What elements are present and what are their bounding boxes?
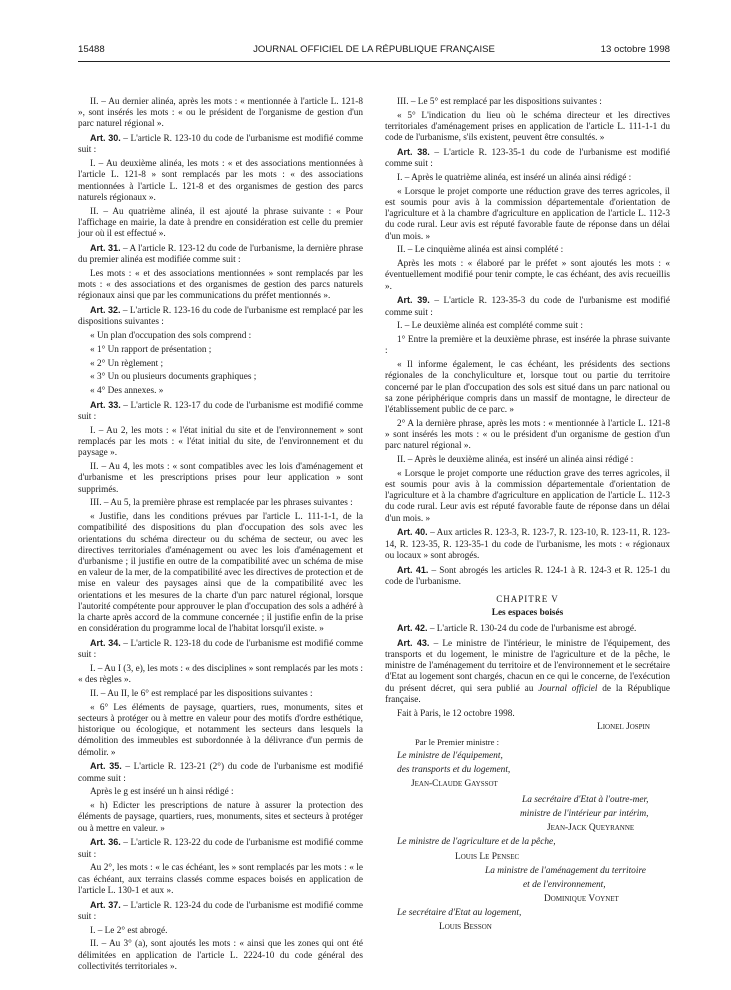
article-37: Art. 37. – L'article R. 123-24 du code de l'urbanisme est modifié comme suit : xyxy=(78,899,363,922)
paragraph: I. – Le deuxième alinéa est complété comme suit : xyxy=(397,321,583,332)
list-item: « 1° Un rapport de présentation ; xyxy=(90,344,212,355)
signatory-title: La ministre de l'aménagement du territoire xyxy=(485,865,646,876)
quoted-text: « h) Edicter les prescriptions de nature à assurer la protection des éléments de paysage, quartiers, rues, monuments, sites et secteurs à protéger ou à mettre en valeur. » xyxy=(78,801,363,834)
signature-date: Fait à Paris, le 12 octobre 1998. xyxy=(397,708,515,719)
quoted-text: « Il informe également, le cas échéant, les présidents des sections régionales de la conchyliculture et, lorsque tout ou partie du territoire concerné par le plan d'occupation des sols est situé dans un parc national ou sa zone périphérique compris dans un massif de montagne, le directeur de l'établissement public de ce parc. » xyxy=(385,360,670,416)
signatory-name: Jean-Claude Gayssot xyxy=(411,779,498,790)
signatory-title: et de l'environnement, xyxy=(523,879,606,890)
page-number: 15488 xyxy=(78,44,105,55)
article-40: Art. 40. – Aux articles R. 123-3, R. 123-7, R. 123-10, R. 123-11, R. 123-14, R. 123-35, R. 123-35-1 du code de l'urbanisme, les mots : « régionaux ou locaux » sont abrogés. xyxy=(385,527,670,561)
paragraph: I. – Au 2, les mots : « l'état initial du site et de l'environnement » sont remplacés par les mots : « l'état initial du site, de l'environnement et du paysage ». xyxy=(78,426,363,459)
signatory-title: Le ministre de l'équipement, xyxy=(397,750,503,761)
quoted-text: « 6° Les éléments de paysage, quartiers, rues, monuments, sites et secteurs à protéger ou à mettre en valeur pour des motifs d'ordre esthétique, historique ou écologique, et notamment les secteurs dans lesquels la démolition des immeubles est subordonnée à la délivrance d'un permis de démolir. » xyxy=(78,702,363,758)
journal-title: JOURNAL OFFICIEL DE LA RÉPUBLIQUE FRANÇAISE xyxy=(253,44,495,55)
paragraph: II. – Le cinquième alinéa est ainsi complété : xyxy=(397,245,564,256)
paragraph: Au 2°, les mots : « le cas échéant, les » sont remplacés par les mots : « le cas échéant, aux terrains classés comme espaces boisés en application de l'article L. 130-1 et aux ». xyxy=(78,863,363,896)
signatures xyxy=(385,722,670,934)
paragraph: I. – Au deuxième alinéa, les mots : « et des associations mentionnées à l'article L. 121-8 » sont remplacés par les mots : « des associations mentionnées à l'article L. 121-8 et des organismes de gestion des parcs naturels régionaux ». xyxy=(78,159,363,203)
article-35: Art. 35. – L'article R. 123-21 (2°) du code de l'urbanisme est modifié comme suit : xyxy=(78,761,363,784)
paragraph: III. – Le 5° est remplacé par les dispositions suivantes : xyxy=(397,97,602,107)
signature-line: Par le Premier ministre : xyxy=(415,736,500,747)
article-41: Art. 41. – Sont abrogés les articles R. 124-1 à R. 124-3 et R. 125-1 du code de l'urbanisme. xyxy=(385,564,671,587)
article-31: Art. 31. – A l'article R. 123-12 du code de l'urbanisme, la dernière phrase du premier alinéa est modifiée comme suit : xyxy=(78,242,364,266)
paragraph: I. – Après le quatrième alinéa, est inséré un alinéa ainsi rédigé : xyxy=(397,173,632,183)
article-38: Art. 38. – L'article R. 123-35-1 du code de l'urbanisme est modifié comme suit : xyxy=(385,147,671,170)
article-32: Art. 32. – L'article R. 123-16 du code de l'urbanisme est remplacé par les dispositions suivantes : xyxy=(78,305,364,328)
issue-date: 13 octobre 1998 xyxy=(600,44,670,55)
signatory-name: Lionel Jospin xyxy=(597,722,650,733)
left-column xyxy=(78,97,363,976)
list-item: « 3° Un ou plusieurs documents graphiques ; xyxy=(90,372,257,383)
paragraph: I. – Au I (3, e), les mots : « des disciplines » sont remplacés par les mots : « des règles ». xyxy=(78,664,363,686)
paragraph: II. – Au 4, les mots : « sont compatibles avec les lois d'aménagement et d'urbanisme et les prescriptions prises pour leur application » sont supprimés. xyxy=(78,462,363,495)
paragraph: II. – Au dernier alinéa, après les mots : « mentionnée à l'article L. 121-8 », sont insérés les mots : « ou le président de l'organisme de gestion d'un parc naturel régional ». xyxy=(78,97,363,130)
paragraph: III. – Au 5, la première phrase est remplacée par les phrases suivantes : xyxy=(90,498,353,509)
article-34: Art. 34. – L'article R. 123-18 du code de l'urbanisme est modifié comme suit : xyxy=(78,638,363,661)
list-item: « Un plan d'occupation des sols comprend : xyxy=(90,331,252,342)
quoted-text: « Lorsque le projet comporte une réduction grave des terres agricoles, il est soumis pour avis à la commission départementale d'orientation de l'agriculture et à la chambre d'agriculture en application de l'article L. 112-3 du code rural. Leur avis est réputé favorable faute de réponse dans un délai d'un mois. » xyxy=(385,468,670,524)
paragraph: I. – Le 2° est abrogé. xyxy=(90,925,168,936)
article-36: Art. 36. – L'article R. 123-22 du code de l'urbanisme est modifié comme suit : xyxy=(78,837,363,860)
article-39: Art. 39. – L'article R. 123-35-3 du code de l'urbanisme est modifié comme suit : xyxy=(385,295,671,318)
page-header xyxy=(78,44,670,58)
quoted-text: « Lorsque le projet comporte une réduction grave des terres agricoles, il est soumis pour avis à la commission départementale d'orientation de l'agriculture et à la chambre d'agriculture en application de l'article L. 112-3 du code rural. Leur avis est réputé favorable faute de réponse dans un délai d'un mois. » xyxy=(385,186,670,242)
right-column xyxy=(385,97,670,937)
paragraph: Après les mots : « élaboré par le préfet » sont ajoutés les mots : « éventuellement modifié pour tenir compte, le cas échéant, des avis recueillis ». xyxy=(385,259,670,292)
list-item: « 4° Des annexes. » xyxy=(90,386,164,397)
signatory-title: Le ministre de l'agriculture et de la pêche, xyxy=(397,837,556,848)
paragraph: II. – Au II, le 6° est remplacé par les dispositions suivantes : xyxy=(90,689,313,700)
signatory-title: La secrétaire d'Etat à l'outre-mer, xyxy=(522,794,649,805)
quoted-text: « Justifie, dans les conditions prévues par l'article L. 111-1-1, de la compatibilité des dispositions du plan d'occupation des sols avec les orientations du schéma directeur ou du schéma de secteur, ou avec les directives territoriales d'aménagement ou avec les lois d'aménagement et d'urbanisme ; il justifie en outre de la compatibilité avec un schéma de mise en valeur de la mer, de la compatibilité avec les directives de protection et de mise en valeur des paysages ainsi que de la compatibilité avec les orientations et les mesures de la charte d'un parc naturel régional, lorsque l'autorité compétente pour approuver le plan d'occupation des sols a adhéré à la charte après accord de la commune concernée ; il justifie enfin de la prise en considération du programme local de l'habitat lorsqu'il existe. » xyxy=(78,512,363,635)
paragraph: II. – Au quatrième alinéa, il est ajouté la phrase suivante : « Pour l'affichage en mairie, la date à prendre en considération est celle du premier jour où il est effectué ». xyxy=(78,206,363,240)
paragraph: II. – Après le deuxième alinéa, est inséré un alinéa ainsi rédigé : xyxy=(397,455,634,466)
signatory-title: ministre de l'intérieur par intérim, xyxy=(520,808,649,819)
chapter-heading: CHAPITRE V xyxy=(496,594,559,605)
signatory-name: Louis Le Pensec xyxy=(455,851,520,862)
article-33: Art. 33. – L'article R. 123-17 du code de l'urbanisme est modifié comme suit : xyxy=(78,400,363,423)
paragraph: Les mots : « et des associations mentionnées » sont remplacés par les mots : « des associations et des organismes de gestion des parcs naturels régionaux ainsi que par les communications du préfet mentionnés ». xyxy=(78,268,363,302)
paragraph: 2° A la dernière phrase, après les mots : « mentionnée à l'article L. 121-8 » sont insérés les mots : « ou le président d'un organisme de gestion d'un parc naturel régional ». xyxy=(385,418,670,452)
list-item: « 2° Un règlement ; xyxy=(90,358,164,369)
signatory-title: Le secrétaire d'Etat au logement, xyxy=(397,908,522,919)
article-30: Art. 30. – L'article R. 123-10 du code de l'urbanisme est modifié comme suit : xyxy=(78,133,363,156)
signatory-name: Jean-Jack Queyranne xyxy=(547,823,635,834)
article-42: Art. 42. – L'article R. 130-24 du code de l'urbanisme est abrogé. xyxy=(397,623,637,635)
article-43: Art. 43. – Le ministre de l'intérieur, le ministre de l'équipement, des transports et du logement, le ministre de l'agriculture et de la pêche, le ministre de l'aménagement du territoire et de l'environnement et le secrétaire d'Etat au logement sont chargés, chacun en ce qui le concerne, de l'exécution du présent décret, qui sera publié au Journal officiel de la République française. xyxy=(385,637,670,705)
signatory-name: Dominique Voynet xyxy=(544,894,619,905)
section-heading: Les espaces boisés xyxy=(491,607,564,618)
paragraph: Après le g est inséré un h ainsi rédigé : xyxy=(90,787,234,798)
header-rule xyxy=(78,61,670,62)
signatory-title: des transports et du logement, xyxy=(397,765,511,775)
quoted-text: « 5° L'indication du lieu où le schéma directeur et les directives territoriales d'aménagement prises en application de l'article L. 111-1-1 du code de l'urbanisme, s'ils existent, peuvent être consultés. » xyxy=(385,110,670,144)
paragraph: II. – Au 3° (a), sont ajoutés les mots : « ainsi que les zones qui ont été délimitées en application de l'article L. 2224-10 du code général des collectivités territoriales ». xyxy=(78,939,363,972)
paragraph: 1° Entre la première et la deuxième phrase, est insérée la phrase suivante : xyxy=(385,335,670,357)
signatory-name: Louis Besson xyxy=(439,922,492,933)
